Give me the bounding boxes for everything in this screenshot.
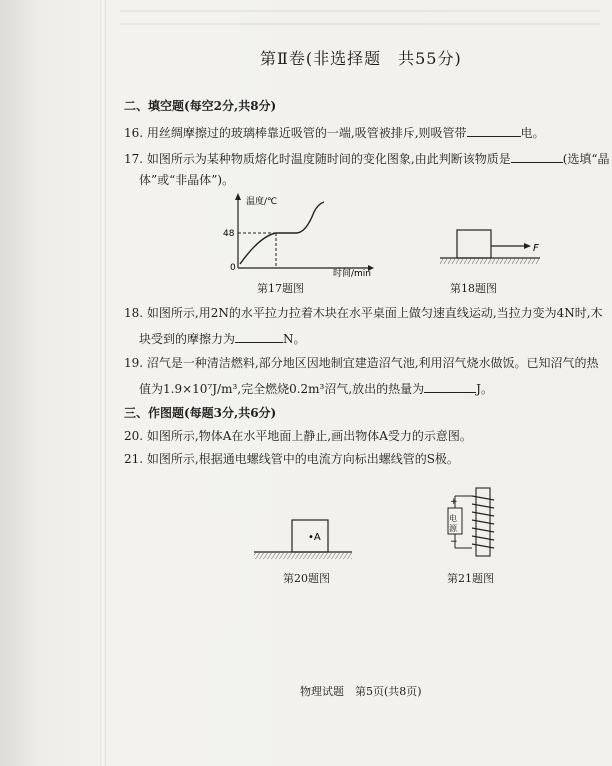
q18-after: N。: [283, 332, 306, 346]
figure-21-caption: 第21题图: [447, 572, 494, 585]
fill-section-heading: 二、填空题(每空2分,共8分): [124, 99, 277, 113]
question-19-line2: [139, 380, 493, 397]
section-title: 第Ⅱ卷(非选择题 共55分): [260, 49, 462, 68]
power-plus: +: [450, 497, 458, 507]
figure-18-caption: 第18题图: [450, 282, 497, 295]
temperature-curve: [240, 202, 324, 264]
object-a-label: •A: [308, 532, 321, 543]
q17-text: 17. 如图所示为某种物质熔化时温度随时间的变化图象,由此判断该物质是: [124, 152, 511, 166]
force-arrowhead: [524, 243, 531, 249]
q19-blank: [424, 380, 476, 393]
paper-fold: [100, 0, 106, 766]
question-17-line1: [124, 150, 610, 167]
question-20: 20. 如图所示,物体A在水平地面上静止,画出物体A受力的示意图。: [124, 429, 472, 443]
question-16: [124, 124, 545, 141]
q16-blank: [467, 124, 521, 137]
figure-20-diagram: [248, 512, 358, 568]
figure-17-graph: [218, 190, 378, 278]
figure-18-diagram: [432, 222, 552, 278]
origin-label: 0: [230, 263, 236, 273]
page-footer: 物理试题 第5页(共8页): [300, 685, 422, 698]
question-19-line1: 19. 沼气是一种清洁燃料,部分地区因地制宜建造沼气池,利用沼气烧水做饭。已知沼气的热: [124, 356, 599, 370]
question-18-line1: 18. 如图所示,用2N的水平拉力拉着木块在水平桌面上做匀速直线运动,当拉力变为4N时,木: [124, 306, 603, 320]
figure-20-caption: 第20题图: [283, 572, 330, 585]
ground-hatch: [254, 553, 352, 559]
q19-after: J。: [476, 382, 493, 396]
draw-section-heading: 三、作图题(每题3分,共6分): [124, 406, 277, 420]
q18-blank: [235, 330, 283, 343]
table-hatch: [440, 259, 540, 264]
power-minus: −: [450, 537, 458, 547]
q16-text: 16. 用丝绸摩擦过的玻璃棒靠近吸管的一端,吸管被排斥,则吸管带: [124, 126, 467, 140]
q17-blank: [511, 150, 563, 163]
y-axis-label: 温度/℃: [246, 197, 278, 207]
q19-text: 值为1.9×10⁷J/m³,完全燃烧0.2m³沼气,放出的热量为: [139, 382, 425, 396]
bleed-through-text: [120, 10, 600, 34]
y-tick-48: 48: [223, 229, 235, 239]
power-source-label: 电源: [449, 514, 457, 533]
question-18-line2: [139, 330, 306, 347]
q16-after: 电。: [520, 126, 545, 140]
force-label: F: [533, 243, 539, 254]
wood-block: [457, 230, 491, 258]
q17-after: (选填“晶: [562, 152, 610, 166]
x-axis-label: 时间/min: [333, 269, 372, 278]
solenoid-coil: [472, 496, 494, 548]
question-21: 21. 如图所示,根据通电螺线管中的电流方向标出螺线管的S极。: [124, 452, 459, 466]
q18-text: 块受到的摩擦力为: [139, 332, 236, 346]
figure-17-caption: 第17题图: [257, 282, 304, 295]
y-axis-arrow: [235, 193, 241, 200]
question-17-line2: 体”或“非晶体”)。: [139, 173, 235, 187]
